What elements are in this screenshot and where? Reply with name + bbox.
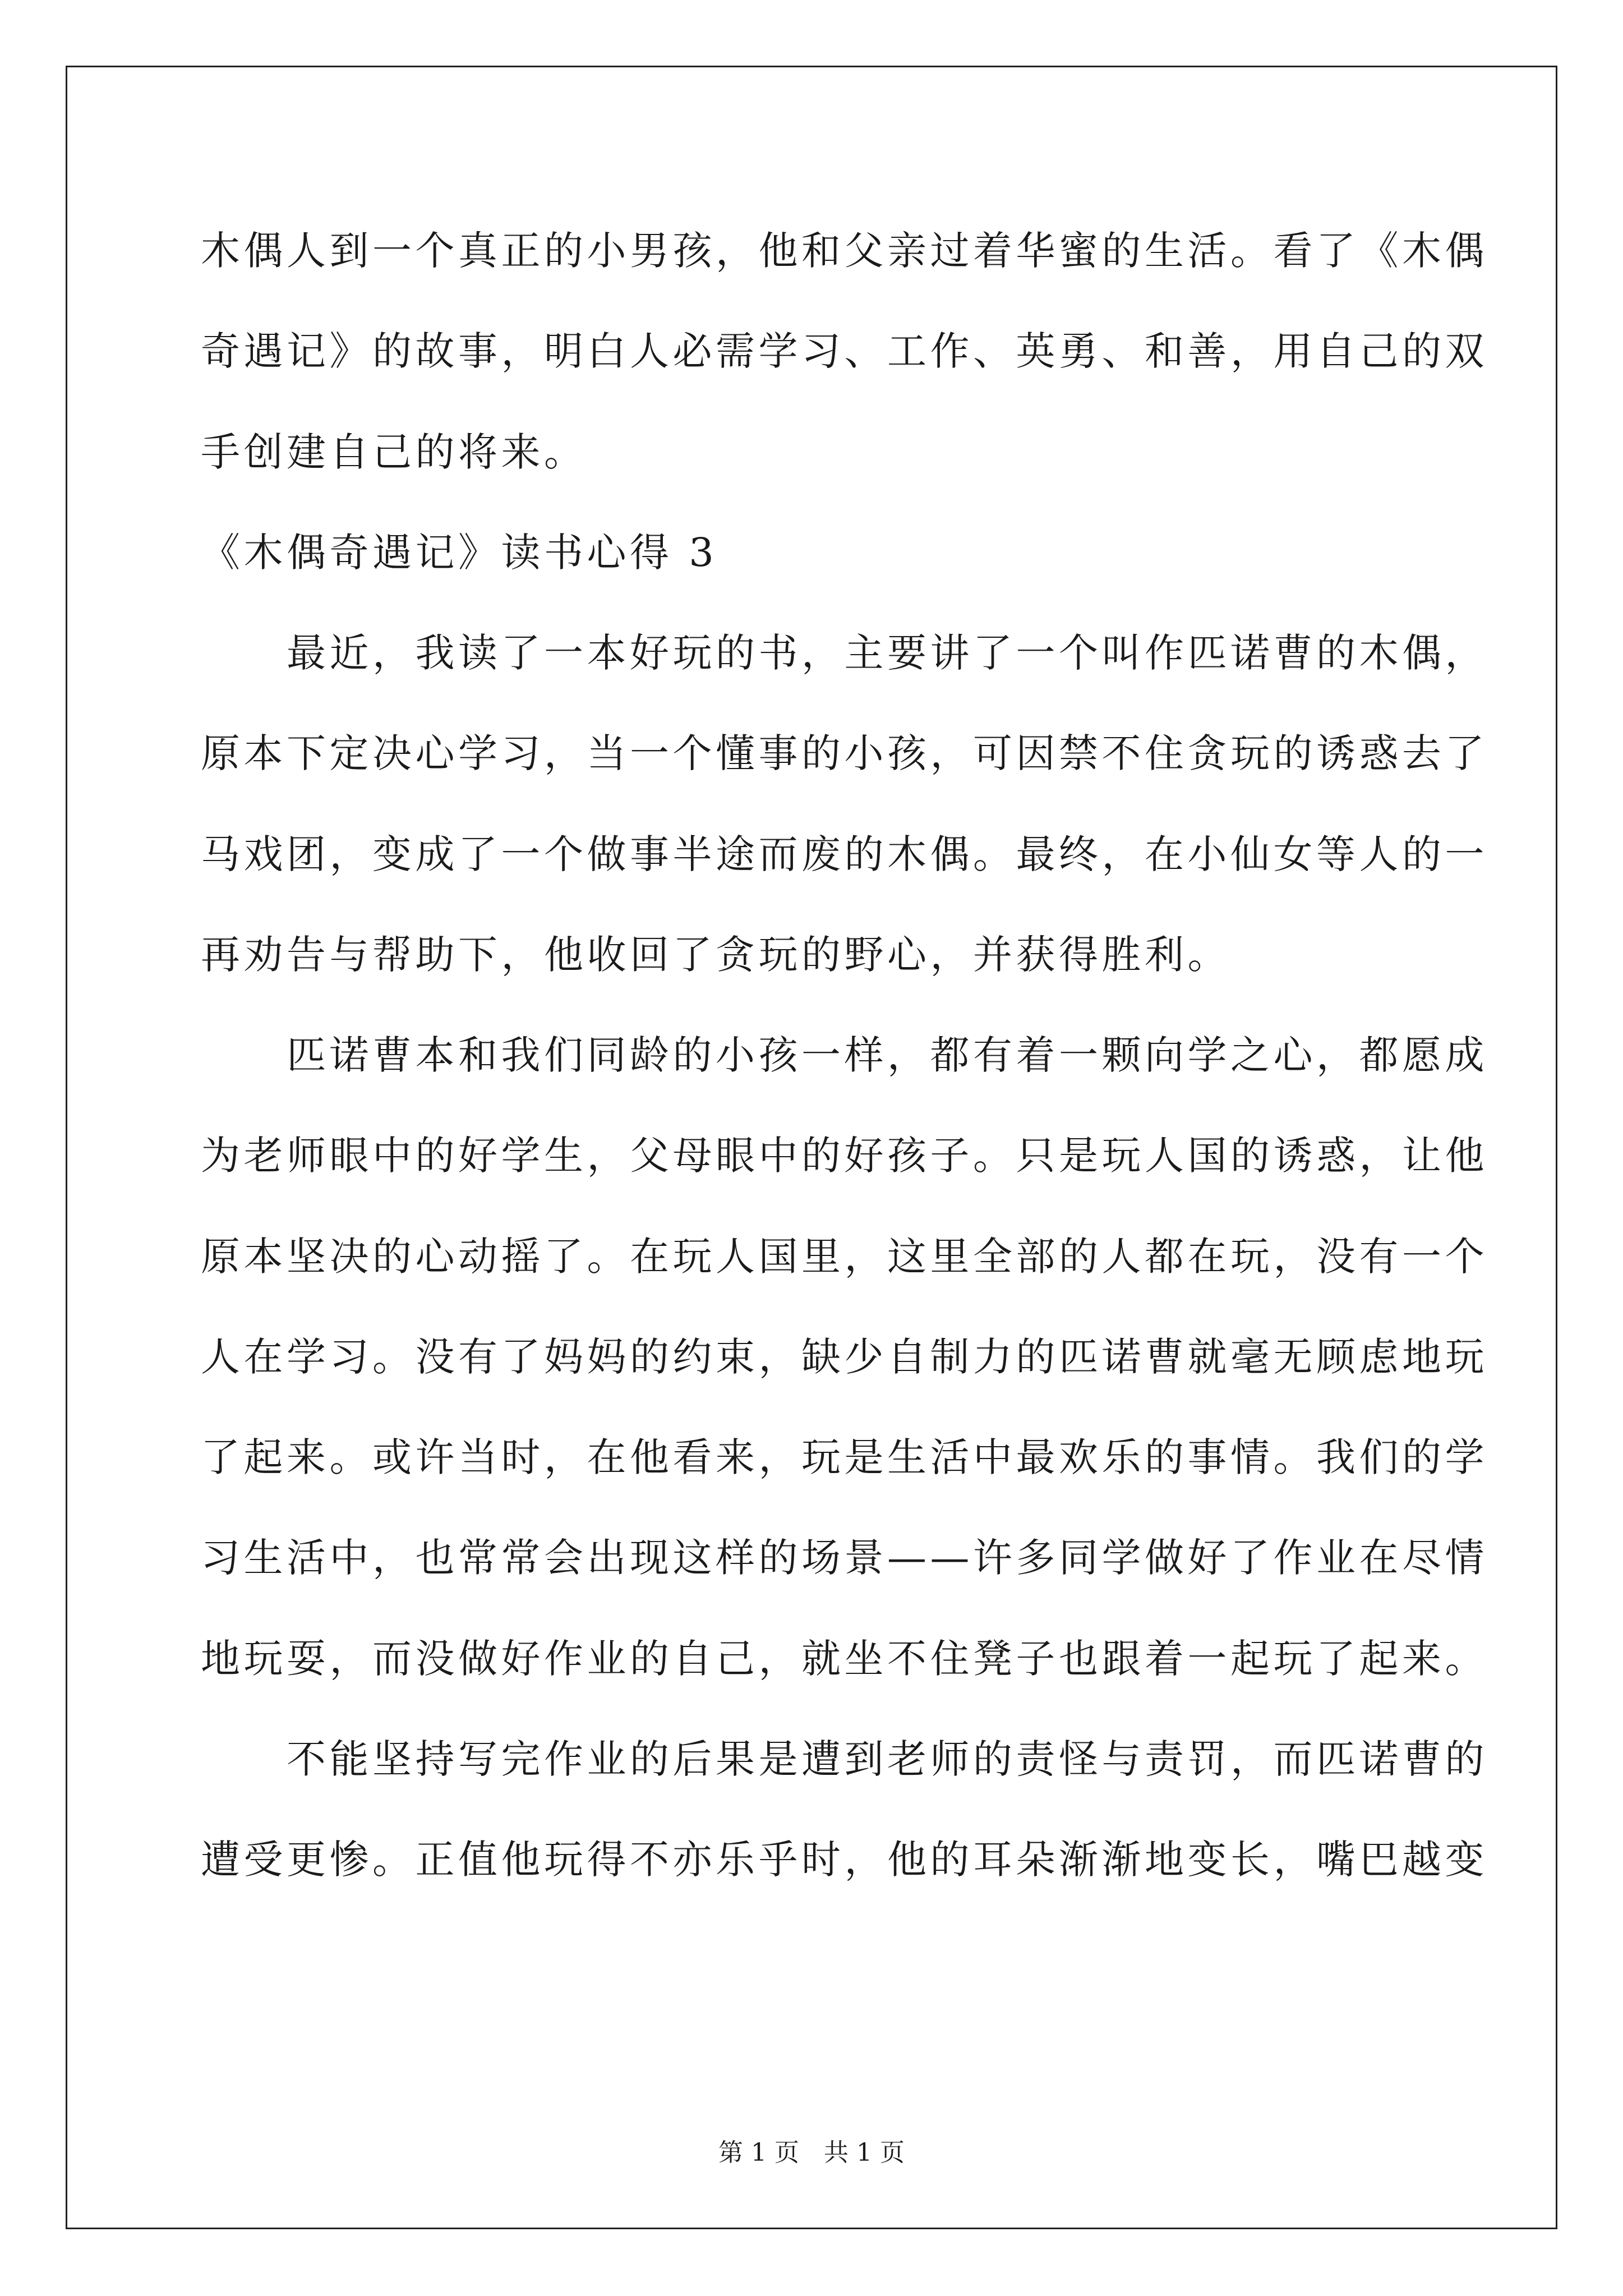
text-line: 不能坚持写完作业的后果是遭到老师的责怪与责罚，而匹诺曹的 [201, 1736, 1488, 1782]
text-line: 地玩耍，而没做好作业的自己，就坐不住凳子也跟着一起玩了起来。 [201, 1636, 1488, 1682]
text-line: 习生活中，也常常会出现这样的场景——许多同学做好了作业在尽情 [201, 1535, 1488, 1581]
text-line: 最近，我读了一本好玩的书，主要讲了一个叫作匹诺曹的木偶， [201, 630, 1488, 676]
text-line: 奇遇记》的故事，明白人必需学习、工作、英勇、和善，用自己的双 [201, 328, 1488, 374]
text-line: 木偶人到一个真正的小男孩，他和父亲过着华蜜的生活。看了《木偶 [201, 228, 1488, 274]
text-line: 为老师眼中的好学生，父母眼中的好孩子。只是玩人国的诱惑，让他 [201, 1133, 1488, 1179]
text-line: 再劝告与帮助下，他收回了贪玩的野心，并获得胜利。 [201, 932, 1230, 978]
section-heading: 《木偶奇遇记》读书心得 3 [201, 530, 718, 576]
text-line: 遭受更惨。正值他玩得不亦乐乎时，他的耳朵渐渐地变长，嘴巴越变 [201, 1837, 1488, 1883]
text-line: 马戏团，变成了一个做事半途而废的木偶。最终，在小仙女等人的一 [201, 831, 1488, 877]
text-line: 匹诺曹本和我们同龄的小孩一样，都有着一颗向学之心，都愿成 [201, 1032, 1488, 1078]
text-line: 原本下定决心学习，当一个懂事的小孩，可因禁不住贪玩的诱惑去了 [201, 730, 1488, 776]
page-footer: 第 1 页 共 1 页 [718, 2138, 905, 2167]
text-line: 了起来。或许当时，在他看来，玩是生活中最欢乐的事情。我们的学 [201, 1434, 1488, 1480]
text-line: 人在学习。没有了妈妈的约束，缺少自制力的匹诺曹就毫无顾虑地玩 [201, 1334, 1488, 1380]
text-line: 手创建自己的将来。 [201, 429, 587, 475]
text-line: 原本坚决的心动摇了。在玩人国里，这里全部的人都在玩，没有一个 [201, 1234, 1488, 1280]
